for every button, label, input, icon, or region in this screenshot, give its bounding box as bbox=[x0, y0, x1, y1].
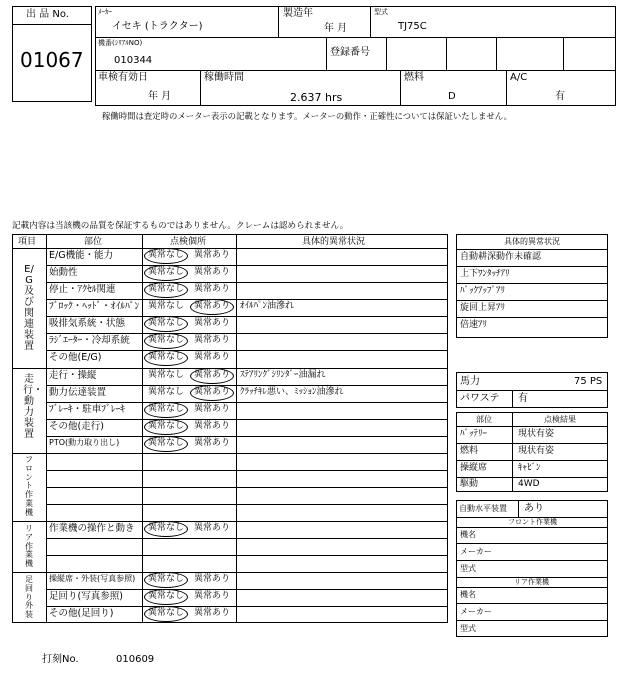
abnormal-option: 異常あり bbox=[194, 370, 231, 380]
normal-option: 異常なし bbox=[148, 267, 185, 277]
abnormal-option: 異常あり bbox=[194, 523, 231, 533]
row-part: ﾗｼﾞｴｰﾀｰ・冷却系統 bbox=[49, 335, 130, 346]
normal-option: 異常なし bbox=[148, 301, 185, 311]
abnormal-option: 異常あり bbox=[194, 421, 231, 431]
power-label: 馬力 bbox=[460, 376, 480, 387]
rear-name-label: 機名 bbox=[460, 590, 476, 599]
header-item: 項目 bbox=[18, 237, 37, 247]
abnormal-option: 異常あり bbox=[194, 591, 231, 601]
inspection-label: 車検有効日 bbox=[98, 72, 148, 83]
serial-value: 010344 bbox=[114, 55, 153, 66]
selection-circle bbox=[144, 265, 188, 281]
group-undercarriage: 足回り外装 bbox=[25, 575, 33, 620]
lot-number: 01067 bbox=[20, 48, 84, 72]
group-drive: 走行・動力装置 bbox=[23, 374, 43, 440]
normal-option: 異常なし bbox=[148, 284, 185, 294]
row-part: 動力伝達装置 bbox=[49, 387, 107, 398]
selection-circle bbox=[190, 385, 234, 401]
row-detail: ｵｲﾙﾊﾟﾝ油滲れ bbox=[240, 301, 295, 311]
rear-maker-label: メーカー bbox=[460, 607, 492, 616]
normal-option: 異常なし bbox=[148, 250, 185, 260]
maker-value: イセキ (トラクター) bbox=[112, 21, 203, 32]
power-steering-label: パワステ bbox=[460, 393, 500, 404]
selection-circle bbox=[144, 350, 188, 366]
selection-circle bbox=[190, 368, 234, 384]
row-part: E/G機能・能力 bbox=[49, 250, 114, 261]
abnormal-option: 異常あり bbox=[194, 574, 231, 584]
row-part: その他(走行) bbox=[49, 421, 104, 432]
auto-level-label: 自動水平装置 bbox=[459, 504, 507, 513]
part-header: 部位 bbox=[476, 415, 492, 424]
header-part: 部位 bbox=[84, 237, 103, 247]
selection-circle bbox=[144, 606, 188, 622]
normal-option: 異常なし bbox=[148, 335, 185, 345]
normal-option: 異常なし bbox=[148, 438, 185, 448]
result-value: 現状有姿 bbox=[518, 446, 555, 456]
abnormal-option: 異常あり bbox=[194, 404, 231, 414]
model-label: 型式 bbox=[374, 8, 388, 16]
abnormal-option: 異常あり bbox=[194, 250, 231, 260]
result-header: 点検結果 bbox=[544, 415, 576, 424]
group-engine: E/G及び関連装置 bbox=[24, 264, 34, 352]
front-name-label: 機名 bbox=[460, 530, 476, 539]
abnormal-option: 異常あり bbox=[194, 301, 231, 311]
result-value: 4WD bbox=[518, 479, 540, 489]
row-part: 吸排気系統・状態 bbox=[49, 318, 126, 329]
hours-value: 2.637 hrs bbox=[290, 91, 343, 104]
year-label: 製造年 bbox=[283, 8, 313, 19]
power-steering-value: 有 bbox=[518, 393, 528, 404]
selection-circle bbox=[144, 333, 188, 349]
selection-circle bbox=[144, 436, 188, 452]
selection-circle bbox=[144, 572, 188, 588]
result-value: ｷｬﾋﾞﾝ bbox=[518, 463, 541, 473]
group-rear: リア作業機 bbox=[25, 524, 33, 569]
power-value: 75 PS bbox=[574, 376, 603, 387]
row-detail: ｸﾗｯﾁｷﾚ悪い、ﾐｯｼｮﾝ油滲れ bbox=[240, 387, 344, 397]
rear-model-label: 型式 bbox=[460, 624, 476, 633]
hours-note: 稼働時間は査定時のメーター表示の記載となります。メーターの動作・正確性については保証いたしません。 bbox=[102, 111, 513, 121]
abnormal-option: 異常あり bbox=[194, 608, 231, 618]
specific-item: 旋回上昇ｱﾘ bbox=[460, 303, 506, 313]
result-part: ﾊﾞｯﾃﾘｰ bbox=[460, 429, 488, 439]
ac-value: 有 bbox=[555, 91, 565, 102]
normal-option: 異常なし bbox=[148, 591, 185, 601]
normal-option: 異常なし bbox=[148, 608, 185, 618]
row-part: ﾌﾞﾛｯｸ・ﾍｯﾄﾞ・ｵｲﾙﾊﾟﾝ bbox=[49, 301, 140, 312]
normal-option: 異常なし bbox=[148, 352, 185, 362]
hours-label: 稼働時間 bbox=[204, 72, 244, 83]
normal-option: 異常なし bbox=[148, 574, 185, 584]
normal-option: 異常なし bbox=[148, 523, 185, 533]
abnormal-option: 異常あり bbox=[194, 438, 231, 448]
inspection-unit: 年 月 bbox=[148, 91, 172, 102]
rear-implement-header: リア作業機 bbox=[514, 578, 549, 586]
selection-circle bbox=[144, 316, 188, 332]
row-part: 足回り(写真参照) bbox=[49, 591, 123, 602]
specific-item: 倍速ｱﾘ bbox=[460, 320, 488, 330]
normal-option: 異常なし bbox=[148, 318, 185, 328]
specific-item: 上下ﾜﾝﾀｯﾁｱﾘ bbox=[460, 269, 510, 279]
front-maker-label: メーカー bbox=[460, 547, 492, 556]
row-detail: ｽﾃｱﾘﾝｸﾞｼﾘﾝﾀﾞｰ油漏れ bbox=[240, 370, 326, 380]
row-part: その他(足回り) bbox=[49, 608, 114, 619]
normal-option: 異常なし bbox=[148, 387, 185, 397]
specific-header: 具体的異常状況 bbox=[504, 237, 560, 246]
row-part: 走行・操縦 bbox=[49, 370, 97, 381]
front-implement-header: フロント作業機 bbox=[508, 518, 557, 526]
result-part: 駆動 bbox=[460, 479, 479, 489]
serial-label: 機番(ｼﾘｱﾙNO) bbox=[98, 39, 143, 47]
model-value: TJ75C bbox=[398, 21, 427, 32]
normal-option: 異常なし bbox=[148, 370, 185, 380]
normal-option: 異常なし bbox=[148, 421, 185, 431]
ac-label: A/C bbox=[510, 72, 528, 83]
abnormal-option: 異常あり bbox=[194, 318, 231, 328]
selection-circle bbox=[144, 419, 188, 435]
row-part: 停止・ｱｸｾﾙ関連 bbox=[49, 284, 116, 295]
specific-item: 自動耕深動作未確認 bbox=[460, 252, 542, 262]
front-model-label: 型式 bbox=[460, 564, 476, 573]
selection-circle bbox=[144, 248, 188, 264]
abnormal-option: 異常あり bbox=[194, 284, 231, 294]
result-part: 操縦席 bbox=[460, 463, 488, 473]
row-part: PTO(動力取り出し) bbox=[49, 438, 120, 447]
selection-circle bbox=[144, 402, 188, 418]
lot-label: 出 品 No. bbox=[26, 9, 69, 20]
abnormal-option: 異常あり bbox=[194, 352, 231, 362]
specific-item: ﾊﾞｯｸｱｯﾌﾟｱﾘ bbox=[460, 286, 506, 296]
row-part: その他(E/G) bbox=[49, 352, 102, 363]
auto-level-value: あり bbox=[524, 503, 544, 514]
header-detail: 具体的異常状況 bbox=[302, 237, 366, 247]
disclaimer: 記載内容は当該機の品質を保証するものではありません。クレームは認められません。 bbox=[12, 221, 349, 231]
selection-circle bbox=[144, 521, 188, 537]
maker-label: ﾒｰｶｰ bbox=[98, 8, 112, 16]
abnormal-option: 異常あり bbox=[194, 335, 231, 345]
fuel-label: 燃料 bbox=[404, 72, 424, 83]
normal-option: 異常なし bbox=[148, 404, 185, 414]
abnormal-option: 異常あり bbox=[194, 267, 231, 277]
selection-circle bbox=[144, 282, 188, 298]
year-unit: 年 月 bbox=[324, 23, 348, 34]
selection-circle bbox=[190, 299, 234, 315]
stamp-label: 打刻No. bbox=[42, 654, 79, 665]
row-part: ﾌﾞﾚｰｷ・駐車ﾌﾞﾚｰｷ bbox=[49, 404, 126, 415]
row-part: 操縦席・外装(写真参照) bbox=[49, 574, 136, 583]
row-part: 作業機の操作と動き bbox=[49, 523, 135, 534]
result-value: 現状有姿 bbox=[518, 429, 555, 439]
group-front: フロント作業機 bbox=[25, 455, 33, 517]
registration-label: 登録番号 bbox=[330, 47, 370, 58]
result-part: 燃料 bbox=[460, 446, 479, 456]
stamp-value: 010609 bbox=[116, 654, 155, 665]
fuel-value: D bbox=[448, 91, 456, 102]
row-part: 始動性 bbox=[49, 267, 78, 278]
selection-circle bbox=[144, 589, 188, 605]
abnormal-option: 異常あり bbox=[194, 387, 231, 397]
header-check: 点検個所 bbox=[170, 237, 207, 247]
